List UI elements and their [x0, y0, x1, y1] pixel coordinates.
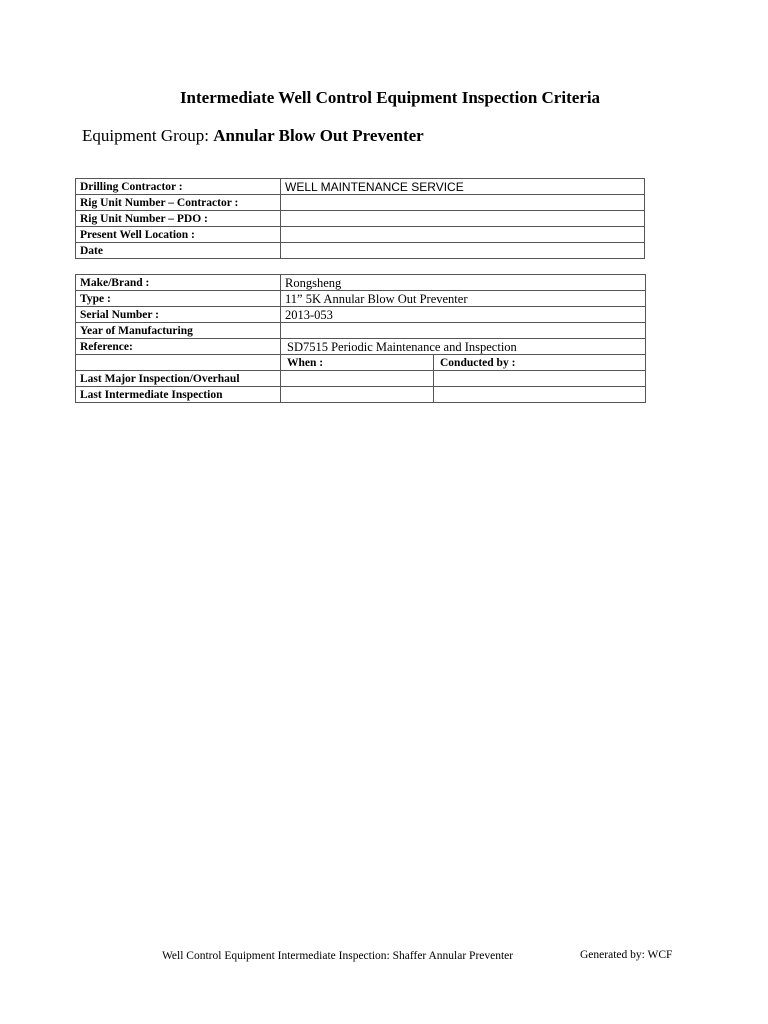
document-title: Intermediate Well Control Equipment Inspection Criteria — [179, 88, 601, 107]
last-major-conducted-by-value — [434, 371, 646, 387]
table-row — [76, 387, 646, 403]
equipment-group-label: Equipment Group: — [82, 126, 210, 145]
last-intermediate-conducted-by-value — [434, 387, 646, 403]
date-value — [281, 243, 645, 259]
last-major-inspection-label: Last Major Inspection/Overhaul — [76, 371, 281, 387]
rig-unit-contractor-label: Rig Unit Number – Contractor : — [76, 195, 281, 211]
table-row — [76, 371, 646, 387]
make-brand-label: Make/Brand : — [76, 275, 281, 291]
drilling-contractor-label: Drilling Contractor : — [76, 179, 281, 195]
serial-number-label: Serial Number : — [76, 307, 281, 323]
reference-label: Reference: — [76, 339, 281, 355]
contractor-table — [75, 178, 645, 259]
serial-number-value: 2013-053 — [281, 307, 646, 323]
rig-unit-contractor-value — [281, 195, 645, 211]
reference-value: SD7515 Periodic Maintenance and Inspection — [281, 339, 646, 355]
equipment-group-value: Annular Blow Out Preventer — [213, 126, 424, 145]
table-row — [76, 307, 646, 323]
equipment-table — [75, 274, 646, 403]
table-row — [76, 179, 645, 195]
make-brand-value: Rongsheng — [281, 275, 646, 291]
table-row — [76, 275, 646, 291]
rig-unit-pdo-value — [281, 211, 645, 227]
when-header: When : — [281, 355, 434, 371]
table-row — [76, 243, 645, 259]
footer-document-title: Well Control Equipment Intermediate Inspection: Shaffer Annular Preventer — [162, 950, 514, 962]
year-label: Year of Manufacturing — [76, 323, 281, 339]
drilling-contractor-value: WELL MAINTENANCE SERVICE — [281, 179, 645, 195]
last-intermediate-when-value — [281, 387, 434, 403]
subheader-blank-cell — [76, 355, 281, 371]
type-value: 11” 5K Annular Blow Out Preventer — [281, 291, 646, 307]
rig-unit-pdo-label: Rig Unit Number – PDO : — [76, 211, 281, 227]
type-label: Type : — [76, 291, 281, 307]
equipment-group-line — [82, 126, 424, 146]
last-major-when-value — [281, 371, 434, 387]
table-row — [76, 195, 645, 211]
date-label: Date — [76, 243, 281, 259]
table-row — [76, 211, 645, 227]
table-row — [76, 227, 645, 243]
well-location-label: Present Well Location : — [76, 227, 281, 243]
conducted-by-header: Conducted by : — [434, 355, 646, 371]
footer-generated-by: Generated by: WCF — [580, 949, 673, 961]
well-location-value — [281, 227, 645, 243]
year-value — [281, 323, 646, 339]
last-intermediate-inspection-label: Last Intermediate Inspection — [76, 387, 281, 403]
table-row — [76, 355, 646, 371]
table-row — [76, 323, 646, 339]
table-row — [76, 291, 646, 307]
table-row — [76, 339, 646, 355]
